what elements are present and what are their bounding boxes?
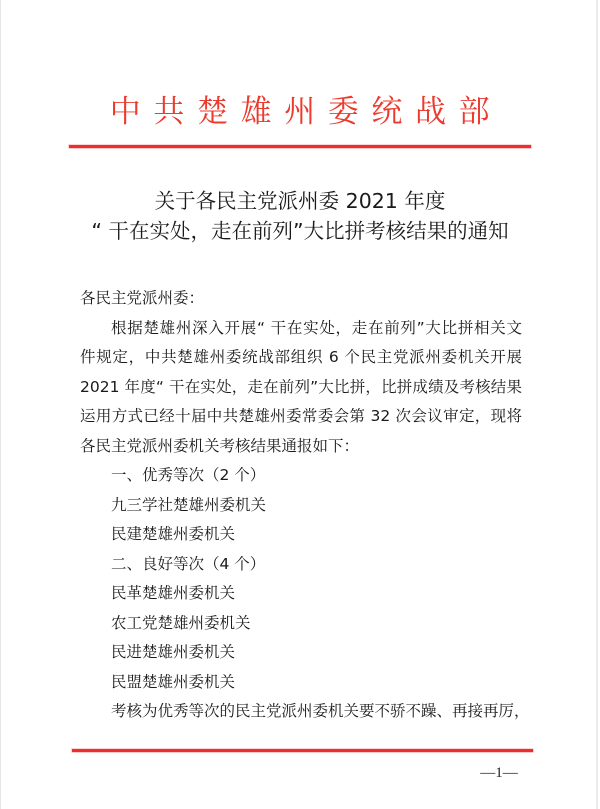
document-body bbox=[80, 284, 530, 727]
list-item: 九三学社楚雄州委机关 bbox=[111, 495, 267, 514]
list-item: 民革楚雄州委机关 bbox=[111, 584, 236, 602]
red-footer-rule bbox=[72, 749, 533, 752]
paragraph-line: 运用方式已经十届中共楚雄州委常委会第 32 次会议审定，现将 bbox=[80, 407, 522, 425]
list-item: 民进楚雄州委机关 bbox=[111, 643, 236, 661]
red-header-organization: 中共楚雄州委统战部 bbox=[109, 94, 503, 130]
section-heading-excellent: 一、优秀等次（2 个） bbox=[111, 466, 266, 484]
list-item: 农工党楚雄州委机关 bbox=[111, 613, 251, 632]
paragraph-line: 2021 年度“ 干在实处，走在前列”大比拼，比拼成绩及考核结果 bbox=[80, 377, 522, 396]
page-number: —1— bbox=[480, 765, 518, 781]
document-title-line-1: 关于各民主党派州委 2021 年度 bbox=[154, 189, 446, 213]
salutation: 各民主党派州委： bbox=[80, 289, 205, 307]
red-header-rule bbox=[69, 145, 531, 148]
paragraph-line: 根据楚雄州深入开展“ 干在实处，走在前列”大比拼相关文 bbox=[111, 318, 522, 337]
closing-line: 考核为优秀等次的民主党派州委机关要不骄不躁、再接再厉， bbox=[111, 702, 530, 720]
section-heading-good: 二、良好等次（4 个） bbox=[111, 554, 266, 573]
list-item: 民建楚雄州委机关 bbox=[111, 525, 236, 543]
document-title-line-2: “ 干在实处，走在前列”大比拼考核结果的通知 bbox=[91, 219, 509, 243]
paragraph-line: 各民主党派州委机关考核结果通报如下： bbox=[80, 436, 360, 455]
list-item: 民盟楚雄州委机关 bbox=[111, 672, 236, 691]
paragraph-line: 件规定，中共楚雄州委统战部组织 6 个民主党派州委机关开展 bbox=[80, 348, 522, 366]
